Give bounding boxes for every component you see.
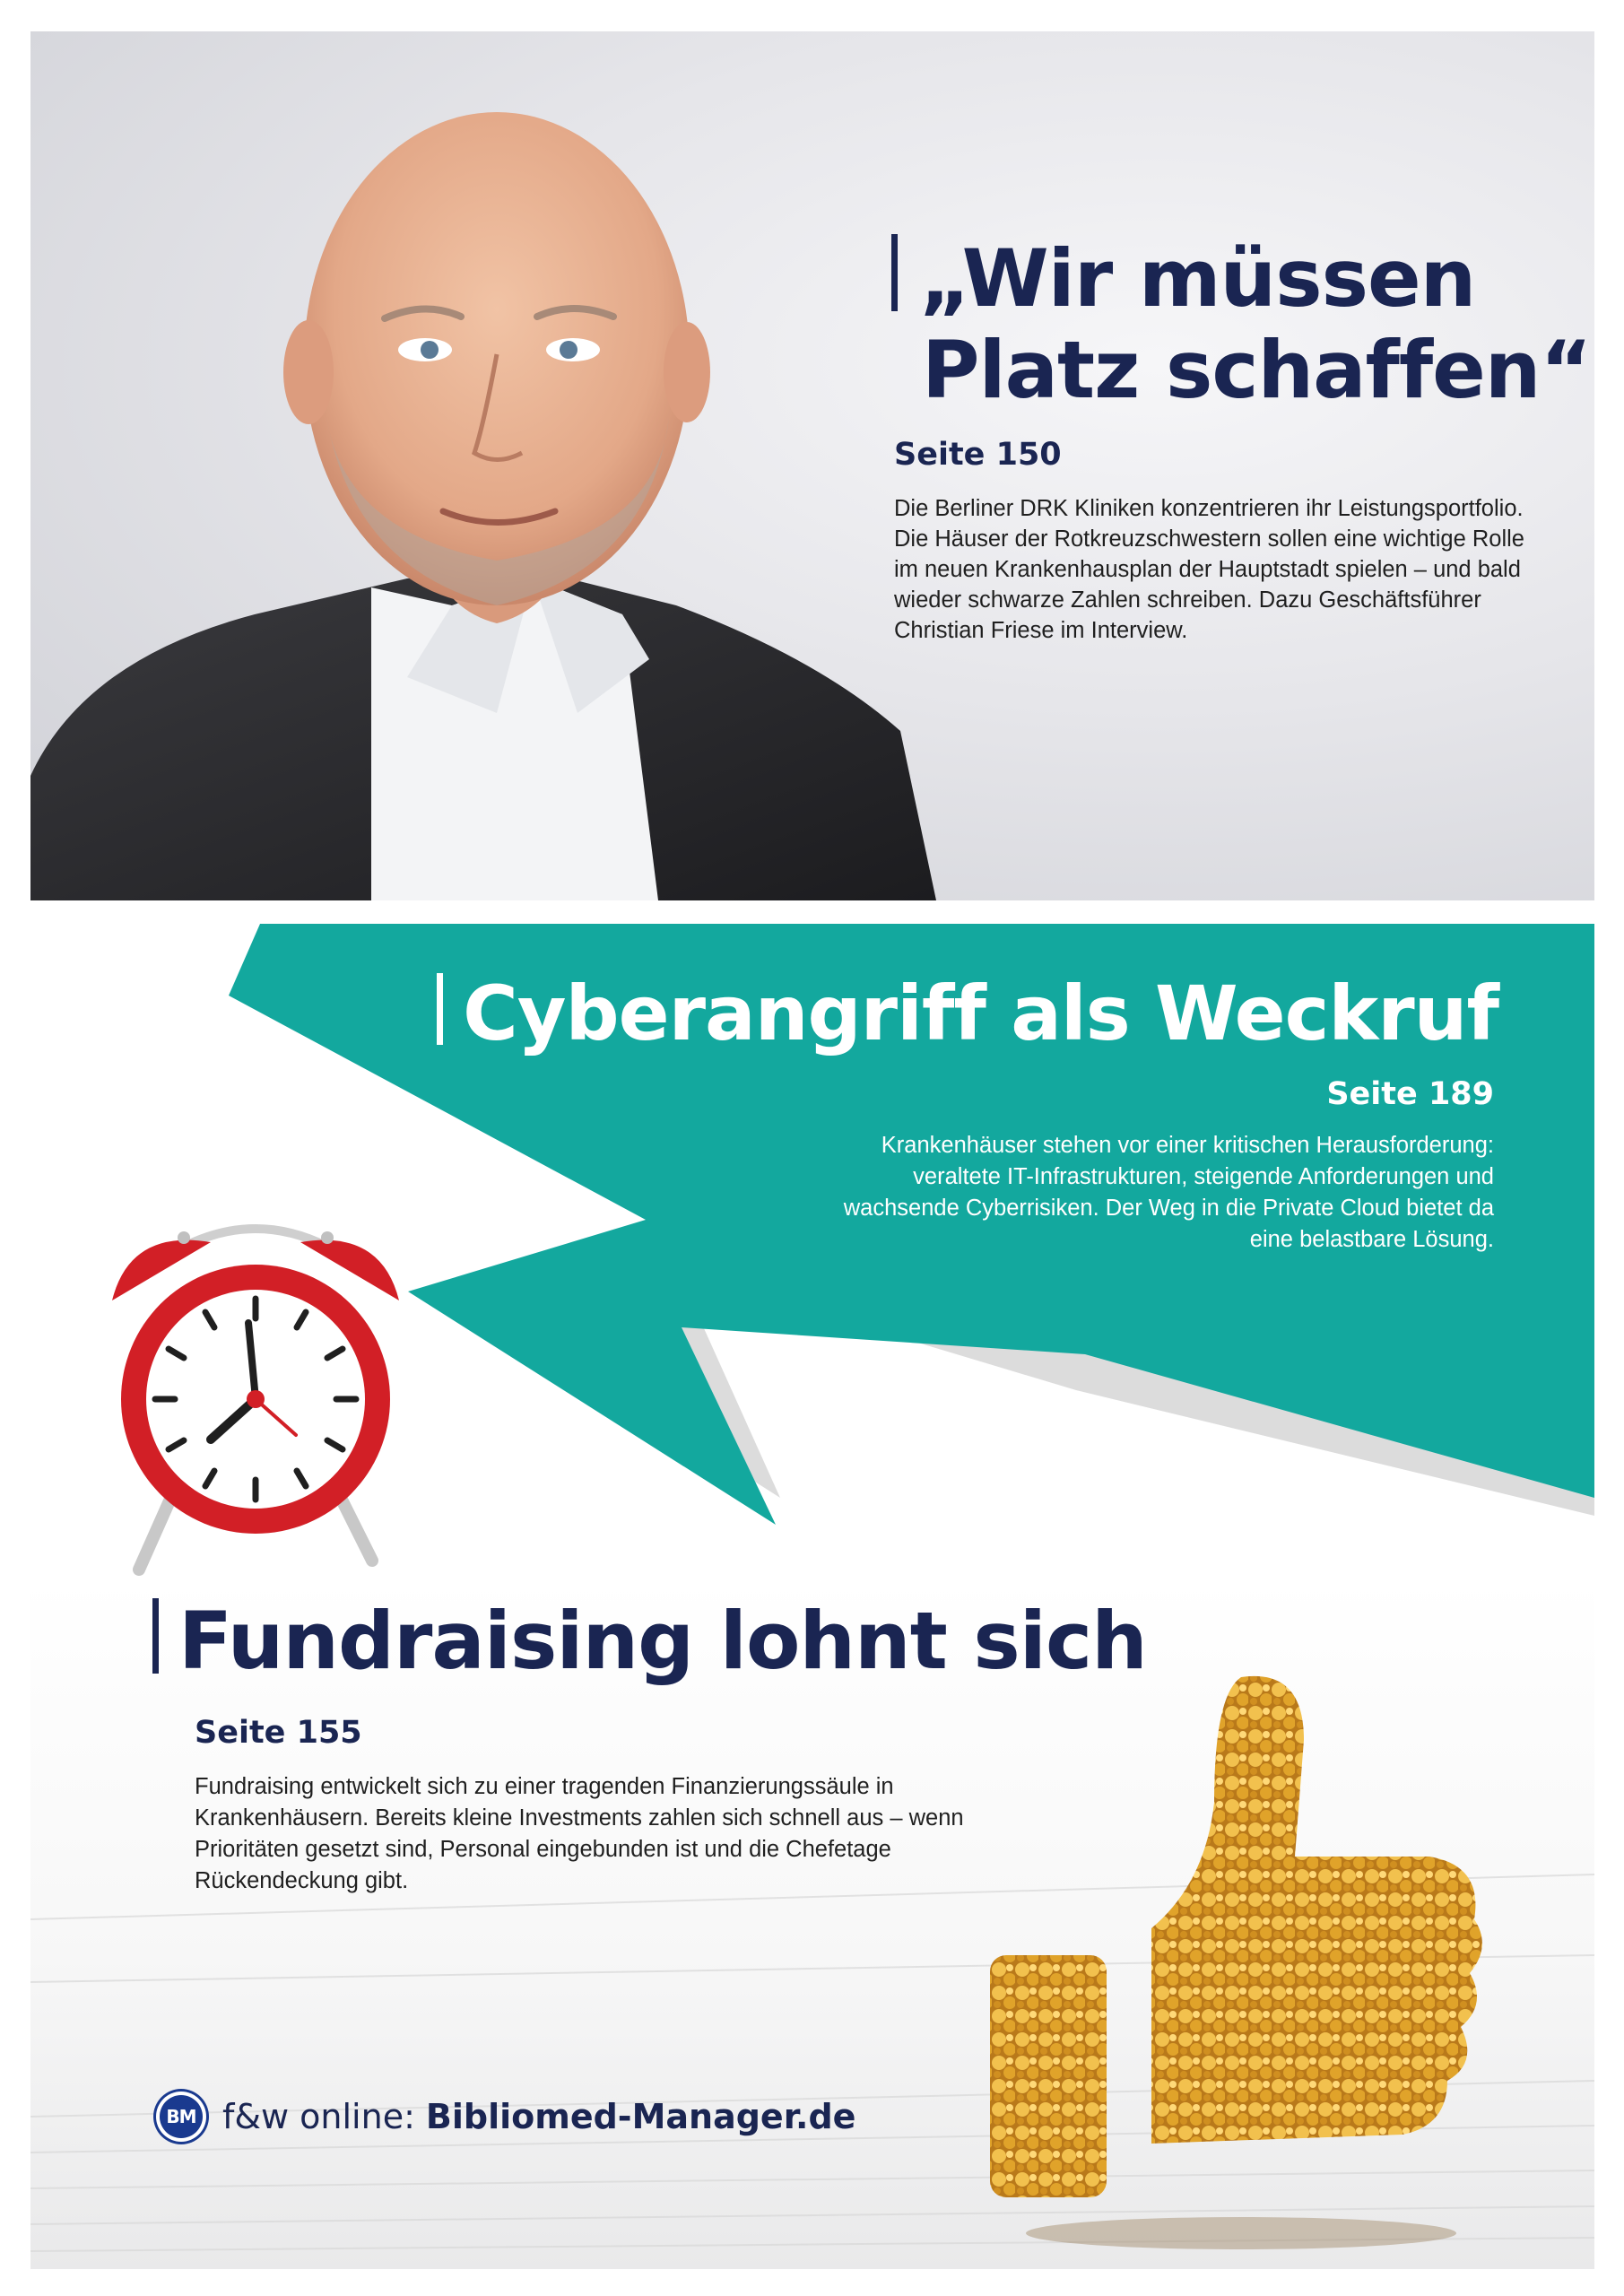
- headline-line-1: „Wir müssen: [919, 232, 1476, 325]
- teaser-text: Krankenhäuser stehen vor einer kritischen Herausforderung: veraltete IT-Infrastrukturen, steigende Anforderungen und wachsende Cyberrisiken. Der Weg in die Private Cloud bietet da eine belastbare Lösung.: [843, 1133, 1494, 1252]
- cyber-headline: [437, 969, 1498, 1058]
- bm-logo-icon: BM: [156, 2092, 206, 2142]
- thumbs-up-coins-icon: [945, 1659, 1519, 2251]
- fundraising-headline-text: Fundraising lohnt sich: [178, 1595, 1147, 1687]
- title-bar-accent: [437, 973, 443, 1045]
- portrait-photo: [30, 31, 936, 900]
- footer-label: f&w online:: [222, 2097, 415, 2136]
- teaser-text: Fundraising entwickelt sich zu einer tragenden Finanzierungssäule in Krankenhäusern. Bereits kleine Investments zahlen sich schnell aus – wenn Prioritäten gesetzt sind, Personal eingebunden ist und die Chefetage Rückendeckung gibt.: [195, 1774, 964, 1893]
- alarm-clock-icon: [76, 1193, 435, 1623]
- footer-online: [156, 2090, 855, 2144]
- fundraising-teaser: [30, 1578, 1594, 2269]
- headline-line-2: Platz schaffen“: [922, 324, 1592, 416]
- interview-teaser: [30, 31, 1594, 900]
- cyber-headline-text: Cyberangriff als Weckruf: [463, 970, 1498, 1057]
- interview-headline: [891, 233, 1591, 416]
- page-reference: Seite 150: [894, 437, 1062, 473]
- page-reference: Seite 155: [195, 1715, 362, 1751]
- cyber-teaser: [0, 924, 1624, 1570]
- page-reference: Seite 189: [1326, 1076, 1494, 1112]
- title-bar-accent: [152, 1598, 159, 1674]
- title-bar-accent: [891, 234, 898, 311]
- website-link[interactable]: Bibliomed-Manager.de: [425, 2097, 856, 2136]
- teaser-text: Die Berliner DRK Kliniken konzentrieren ihr Leistungsportfolio. Die Häuser der Rotkreuzschwestern sollen eine wichtige Rolle im neuen Krankenhausplan der Hauptstadt spielen – und bald wieder schwarze Zahlen schreiben. Dazu Geschäftsführer Christian Friese im Interview.: [894, 496, 1524, 643]
